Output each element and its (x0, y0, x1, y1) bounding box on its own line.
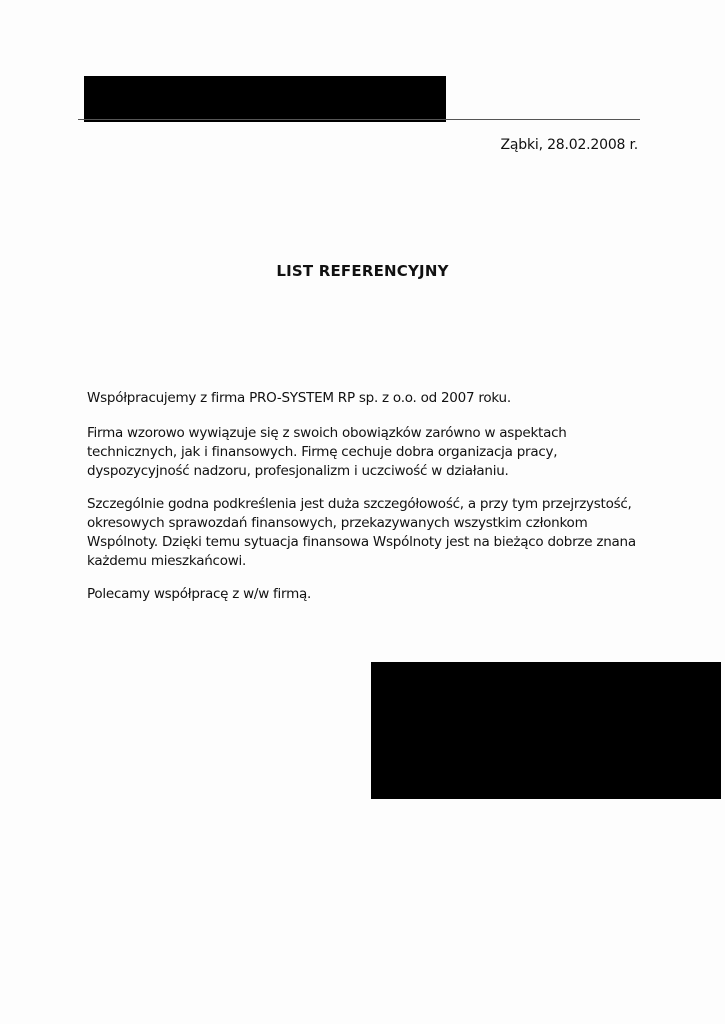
document-title: LIST REFERENCYJNY (276, 262, 449, 280)
place-and-date: Ząbki, 28.02.2008 r. (500, 137, 638, 153)
paragraph-obligations: Firma wzorowo wywiązuje się z swoich obowiązków zarówno w aspektach technicznych, jak i finansowych. Firmę cechuje dobra organizacja pracy, dyspozycyjność nadzoru, profesjonalizm i uczciwość w działaniu. (87, 425, 567, 479)
paragraph-reports: Szczególnie godna podkreślenia jest duża szczegółowość, a przy tym przejrzystość, okresowych sprawozdań finansowych, przekazywanych wszystkim członkom Wspólnoty. Dzięki temu sytuacja finansowa Wspólnoty jest na bieżąco dobrze znana każdemu mieszkańcowi. (87, 496, 636, 569)
redacted-letterhead (84, 76, 446, 122)
header-divider (78, 119, 640, 120)
redacted-signature (371, 662, 721, 799)
paragraph-recommendation: Polecamy współpracę z w/w firmą. (87, 586, 312, 602)
letter-body (87, 389, 647, 618)
paragraph-cooperation: Współpracujemy z firma PRO-SYSTEM RP sp. z o.o. od 2007 roku. (87, 390, 511, 406)
